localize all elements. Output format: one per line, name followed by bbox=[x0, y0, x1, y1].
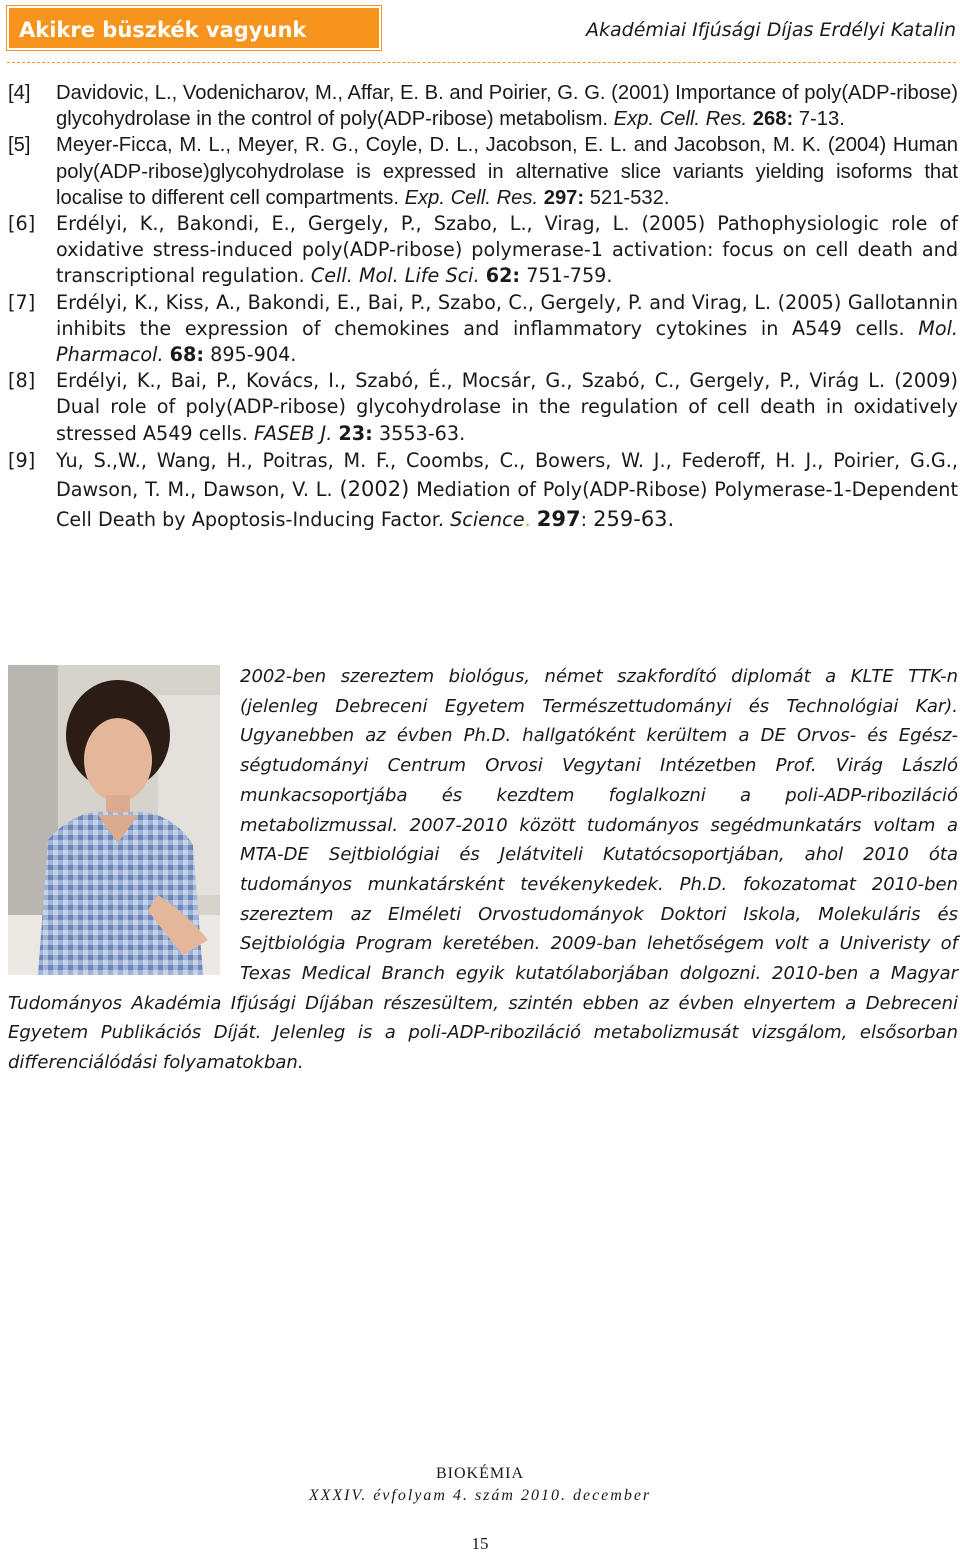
footer-journal: BIOKÉMIA bbox=[436, 1465, 524, 1482]
reference-number: [9] bbox=[8, 448, 36, 472]
page-number: 15 bbox=[471, 1534, 489, 1553]
portrait-illustration bbox=[8, 665, 220, 975]
reference-volume: 23: bbox=[338, 421, 373, 445]
reference-volume: 62: bbox=[485, 264, 521, 288]
reference-pages: 7-13. bbox=[798, 108, 845, 131]
section-title: Akikre büszkék vagyunk bbox=[19, 18, 307, 42]
reference-main: Erdélyi, K., Kiss, A., Bakondi, E., Bai, P., Szabo, C., Gergely, P. and Virag, L. (2005) Gallotannin inhibits the expression of chemokines and inflammatory cytokines in A549 cells. bbox=[56, 290, 958, 340]
reference-item bbox=[8, 211, 958, 290]
section-badge bbox=[7, 6, 381, 50]
reference-pages: 751-759. bbox=[526, 264, 613, 288]
reference-year: (2002) bbox=[339, 477, 410, 502]
biography-text: 2002-ben szereztem biológus, német szakfordító diplomát a KLTE TTK-n (jelenleg Debreceni Egyetem Természettudományi és Technológiai Kar). Ugyanebben az évben Ph.D. hallgatóként kerültem a DE Orvos- és Egészségtudományi Centrum Orvosi Vegytani Intézetben Prof. Virág László munkacsoportjába és kezdtem foglalkozni a poli-ADP-riboziláció metabolizmussal. 2007-2010 között tudományos segédmunkatárs voltam a MTA-DE Sejtbiológiai és Jelátviteli Kutatócsoportjában, ahol 2010 óta tudományos munkatársként tevékenykedek. Ph.D. fokozatomat 2010-ben szereztem az Elméleti Orvostudományok Doktori Iskola, Molekuláris és Sejtbiológia Program keretében. 2009-ban lehetőségem volt a Univeristy of Texas Medical Branch egyik kutatólaborjában dolgozni. 2010-ben a Magyar Tudományos Akadémia Ifjúsági Díjában részesültem, szintén ebben az évben elnyertem a Debreceni Egyetem Publikációs Díját. Jelenleg is a poli-ADP-riboziláció metabolizmusát vizsgálom, elsősorban differenciálódási folyamatokban. bbox=[8, 666, 958, 1074]
reference-number: [6] bbox=[8, 212, 36, 236]
header-divider bbox=[7, 62, 956, 63]
reference-number: [8] bbox=[8, 369, 36, 393]
reference-volume: 68: bbox=[169, 343, 205, 367]
reference-number: [7] bbox=[8, 290, 36, 314]
portrait-photo bbox=[8, 665, 220, 975]
award-title: Akadémiai Ifjúsági Díjas Erdélyi Katalin bbox=[586, 19, 956, 41]
reference-item bbox=[8, 447, 958, 534]
reference-journal: Exp. Cell. Res. bbox=[613, 108, 748, 131]
reference-pages: 895-904. bbox=[210, 343, 297, 367]
reference-title: Mediation of Poly(ADP-Ribose) Polymerase-1-Dependent Cell Death by Apoptosis-Inducing Factor. bbox=[56, 478, 958, 531]
reference-item bbox=[8, 132, 958, 211]
reference-colon: : bbox=[580, 507, 588, 531]
reference-main: Meyer-Ficca, M. L., Meyer, R. G., Coyle, D. L., Jacobson, E. L. and Jacobson, M. K. (2004) Human poly(ADP-ribose)glycohydrolase is expressed in alternative slice variants yielding isoforms that localise to different cell compartments. bbox=[56, 134, 958, 209]
reference-number: [4] bbox=[8, 82, 31, 104]
reference-journal: Cell. Mol. Life Sci. bbox=[310, 264, 480, 288]
footer-issue: XXXIV. évfolyam 4. szám 2010. december bbox=[308, 1487, 652, 1504]
reference-journal: FASEB J. bbox=[253, 421, 333, 445]
reference-authors: Yu, S.,W., Wang, H., Poitras, M. F., Coombs, C., Bowers, W. J., Federoff, H. J., Poirier, G.G., Dawson, T. M., Dawson, V. L. bbox=[56, 448, 958, 502]
reference-pages: 521-532. bbox=[589, 186, 670, 209]
reference-main: Erdélyi, K., Bakondi, E., Gergely, P., Szabo, L., Virag, L. (2005) Pathophysiologic role of oxidative stress-induced poly(ADP-ribose) polymerase-1 activation: focus on cell death and transcriptional regulation. bbox=[56, 212, 958, 288]
reference-list bbox=[8, 80, 958, 534]
reference-journal: Science bbox=[450, 507, 525, 531]
page-header bbox=[0, 0, 960, 62]
reference-volume: 297: bbox=[543, 186, 585, 209]
reference-main: Davidovic, L., Vodenicharov, M., Affar, E. B. and Poirier, G. G. (2001) Importance of poly(ADP-ribose) glycohydrolase in the control of poly(ADP-ribose) metabolism. bbox=[56, 82, 958, 131]
reference-volume: 268: bbox=[752, 108, 794, 131]
reference-number: [5] bbox=[8, 134, 31, 157]
reference-volume: 297 bbox=[536, 506, 581, 531]
reference-item bbox=[8, 368, 958, 447]
reference-pages: 3553-63. bbox=[378, 421, 466, 445]
reference-journal: Exp. Cell. Res. bbox=[404, 186, 539, 209]
reference-main: Erdélyi, K., Bai, P., Kovács, I., Szabó, É., Mocsár, G., Szabó, C., Gergely, P., Virág L. (2009) Dual role of poly(ADP-ribose) glycohydrolase in the regulation of cell death in oxidatively stressed A549 cells. bbox=[56, 369, 958, 445]
reference-journal: Mol. Pharmacol. bbox=[56, 316, 959, 367]
reference-item bbox=[8, 290, 958, 369]
reference-item bbox=[8, 80, 958, 132]
reference-pages: 259-63. bbox=[593, 506, 675, 531]
reference-journal-dot: . bbox=[524, 507, 531, 531]
